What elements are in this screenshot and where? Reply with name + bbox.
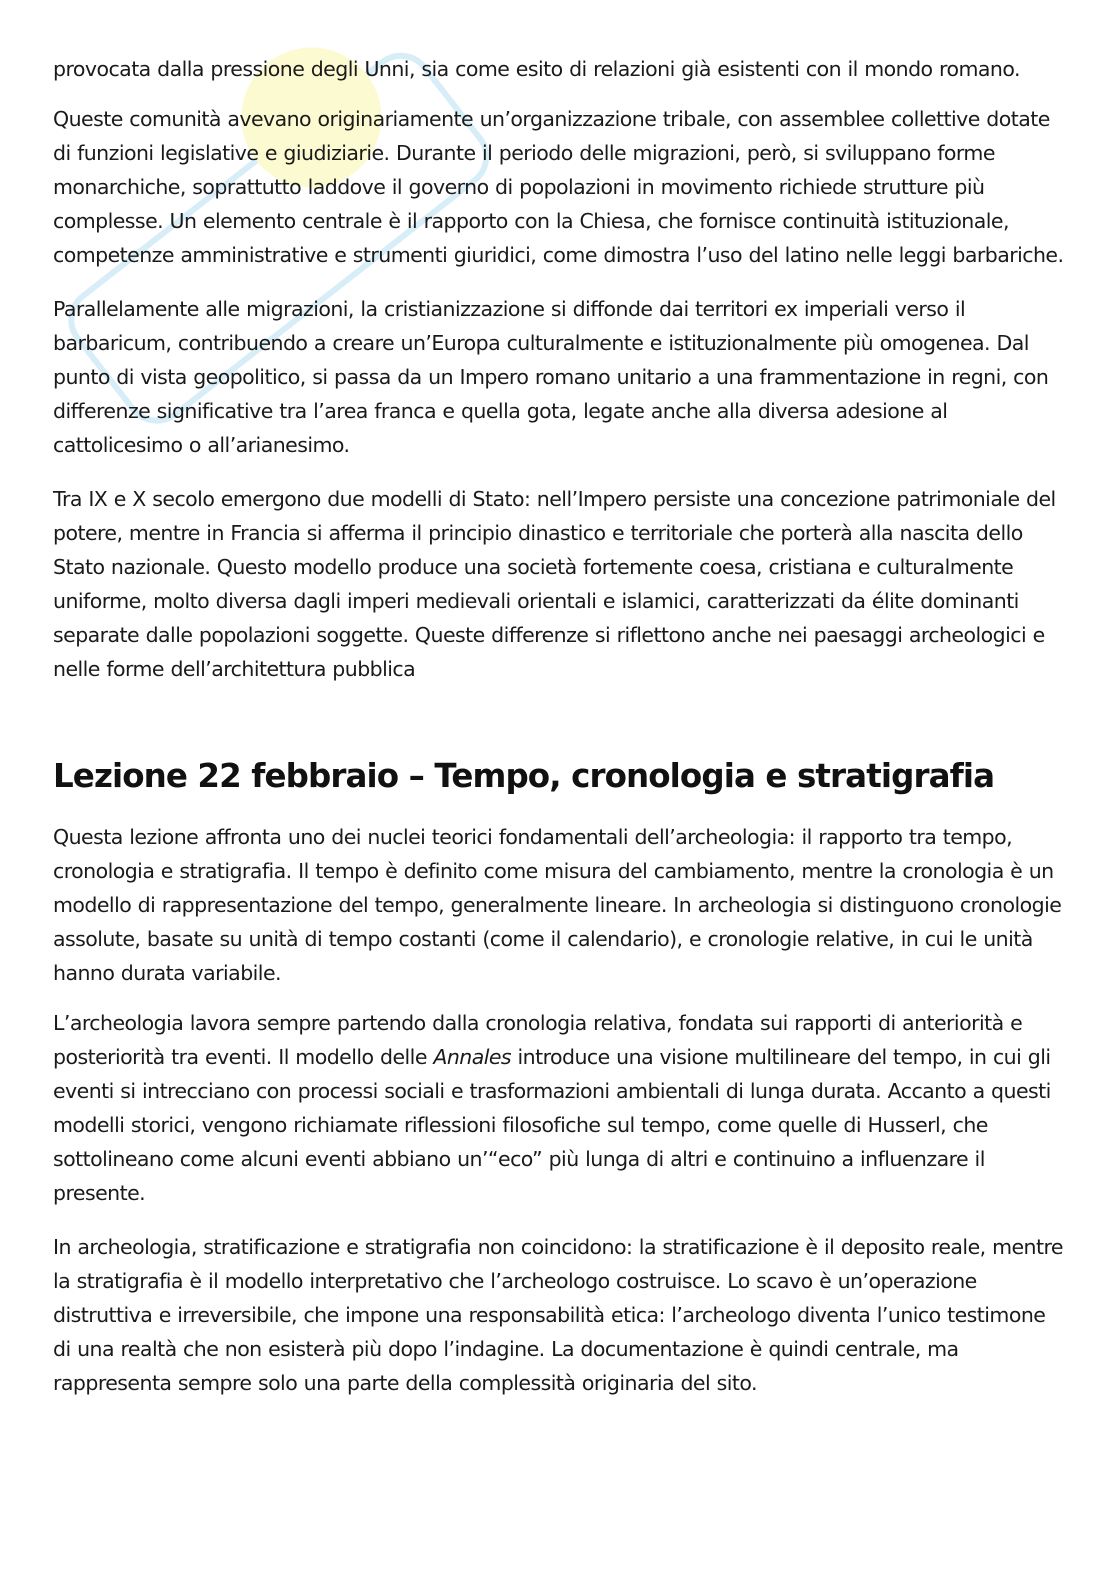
paragraph-1: provocata dalla pressione degli Unni, sia come esito di relazioni già esistenti con il mondo romano. xyxy=(53,57,1020,81)
paragraph-2: Queste comunità avevano originariamente un’organizzazione tribale, con assemblee collettive dotate di funzioni legislative e giudiziarie. Durante il periodo delle migrazioni, però, si sviluppano forme monarchiche, soprattutto laddove il governo di popolazioni in movimento richiede strutture più complesse. Un elemento centrale è il rapporto con la Chiesa, che fornisce continuità istituzionale, competenze amministrative e strumenti giuridici, come dimostra l’uso del latino nelle leggi barbariche. xyxy=(53,107,1064,267)
paragraph-text-before-italic: L’archeologia lavora sempre partendo dalla cronologia relativa, fondata sui rapporti di anteriorità e posteriorità tra eventi. Il modello delle xyxy=(53,1011,1023,1069)
section-paragraph-3: In archeologia, stratificazione e stratigrafia non coincidono: la stratificazione è il deposito reale, mentre la stratigrafia è il modello interpretativo che l’archeologo costruisce. Lo scavo è un’operazione distruttiva e irreversibile, che impone una responsabilità etica: l’archeologo diventa l’unico testimone di una realtà che non esisterà più dopo l’indagine. La documentazione è quindi centrale, ma rappresenta sempre solo una parte della complessità originaria del sito. xyxy=(53,1235,1063,1395)
paragraph-4: Tra IX e X secolo emergono due modelli di Stato: nell’Impero persiste una concezione patrimoniale del potere, mentre in Francia si afferma il principio dinastico e territoriale che porterà alla nascita dello Stato nazionale. Questo modello produce una società fortemente coesa, cristiana e culturalmente uniforme, molto diversa dagli imperi medievali orientali e islamici, caratterizzati da élite dominanti separate dalle popolazioni soggette. Queste differenze si riflettono anche nei paesaggi archeologici e nelle forme dell’architettura pubblica xyxy=(53,487,1056,681)
paragraph-3: Parallelamente alle migrazioni, la cristianizzazione si diffonde dai territori ex imperiali verso il barbaricum, contribuendo a creare un’Europa culturalmente e istituzionalmente più omogenea. Dal punto di vista geopolitico, si passa da un Impero romano unitario a una frammentazione in regni, con differenze significative tra l’area franca e quella gota, legate anche alla diversa adesione al cattolicesimo o all’arianesimo. xyxy=(53,297,1049,457)
section-heading: Lezione 22 febbraio – Tempo, cronologia e stratigrafia xyxy=(53,757,995,795)
section-paragraph-2 xyxy=(53,1006,1065,1210)
annales-italic: Annales xyxy=(433,1045,512,1069)
paragraph-text-after-italic: introduce una visione multilineare del tempo, in cui gli eventi si intrecciano con processi sociali e trasformazioni ambientali di lunga durata. Accanto a questi modelli storici, vengono richiamate riflessioni filosofiche sul tempo, come quelle di Husserl, che sottolineano come alcuni eventi abbiano un’“eco” più lunga di altri e continuino a influenzare il presente. xyxy=(53,1045,1051,1205)
document-page xyxy=(53,52,1065,1400)
section-paragraph-1: Questa lezione affronta uno dei nuclei teorici fondamentali dell’archeologia: il rapporto tra tempo, cronologia e stratigrafia. Il tempo è definito come misura del cambiamento, mentre la cronologia è un modello di rappresentazione del tempo, generalmente lineare. In archeologia si distinguono cronologie assolute, basate su unità di tempo costanti (come il calendario), e cronologie relative, in cui le unità hanno durata variabile. xyxy=(53,825,1062,985)
